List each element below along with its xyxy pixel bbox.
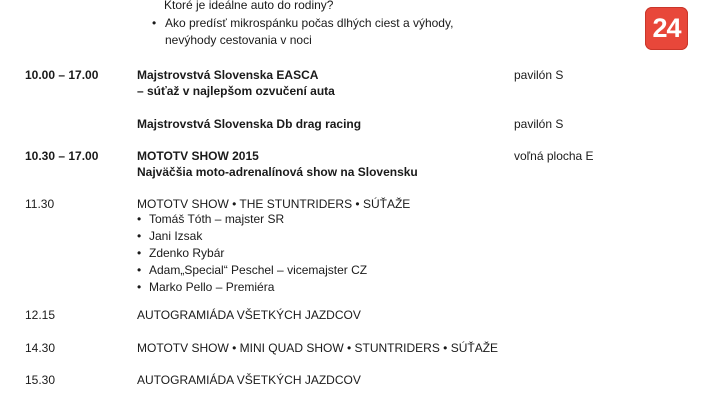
event-time: 12.15 [25, 308, 56, 322]
list-item [137, 245, 367, 262]
list-item [137, 279, 367, 296]
event-location: voľná plocha E [514, 149, 594, 163]
event-time: 15.30 [25, 373, 56, 387]
event-title: AUTOGRAMIÁDA VŠETKÝCH JAZDCOV [137, 373, 361, 387]
rider-name: Jani Izsak [149, 229, 203, 243]
rider-name: Tomáš Tóth – majster SR [149, 212, 285, 226]
riders-list [137, 211, 367, 296]
event-title: Majstrovstvá Slovenska Db drag racing [137, 117, 362, 131]
event-time: 10.30 – 17.00 [25, 149, 99, 163]
rider-name: Marko Pello – Premiéra [149, 280, 275, 294]
event-time: 11.30 [25, 197, 55, 211]
intro-bullet-list [152, 15, 453, 49]
list-item [152, 32, 453, 49]
intro-text-line: Ktoré je ideálne auto do rodiny? [164, 0, 334, 12]
rider-name: Adam„Special“ Peschel – vicemajster CZ [149, 263, 368, 277]
event-title: AUTOGRAMIÁDA VŠETKÝCH JAZDCOV [137, 308, 361, 322]
event-location: pavilón S [514, 117, 564, 131]
event-time: 14.30 [25, 341, 56, 355]
intro-item-text: nevýhody cestovania v noci [165, 33, 312, 47]
intro-item-text: Ako predísť mikrospánku počas dlhých ciest a výhody, [165, 16, 454, 30]
list-item [137, 262, 367, 279]
event-title: MOTOTV SHOW • THE STUNTRIDERS • SÚŤAŽE [137, 197, 411, 211]
logo-24 [645, 7, 688, 50]
event-title: MOTOTV SHOW • MINI QUAD SHOW • STUNTRIDERS • SÚŤAŽE [137, 341, 499, 355]
event-location: pavilón S [514, 68, 564, 82]
event-title: MOTOTV SHOW 2015 [137, 149, 259, 163]
event-time: 10.00 – 17.00 [25, 68, 99, 82]
list-item [137, 211, 367, 228]
list-item [152, 15, 453, 32]
event-subtitle: – súťaž v najlepšom ozvučení auta [137, 84, 335, 98]
rider-name: Zdenko Rybár [149, 246, 225, 260]
event-subtitle: Najväčšia moto-adrenalínová show na Slovensku [137, 165, 418, 179]
logo-text: 24 [652, 13, 681, 43]
list-item [137, 228, 367, 245]
event-title: Majstrovstvá Slovenska EASCA [137, 68, 319, 82]
